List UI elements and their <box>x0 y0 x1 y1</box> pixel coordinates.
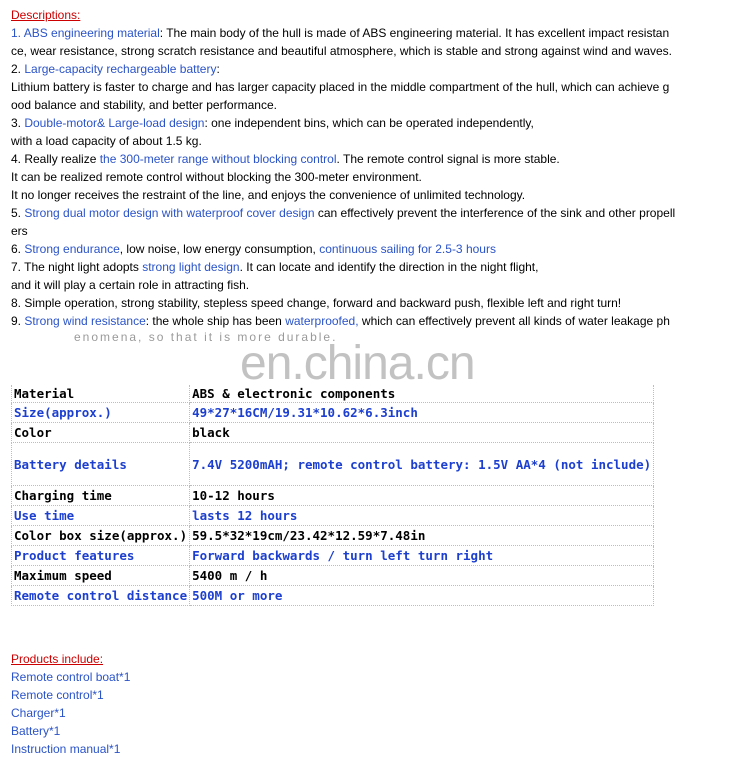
spec-key: Maximum speed <box>12 566 190 586</box>
desc-highlight: Strong wind resistance <box>24 314 146 328</box>
spec-row <box>12 506 654 526</box>
desc-highlight: Strong endurance <box>24 242 120 256</box>
desc-line-13 <box>11 240 736 258</box>
spec-row <box>12 546 654 566</box>
product-item: Battery*1 <box>11 724 61 738</box>
desc-text: . The remote control signal is more stable. <box>336 152 560 166</box>
spec-value: 5400 m / h <box>190 566 654 586</box>
desc-line-14 <box>11 258 736 276</box>
products-section <box>11 650 130 758</box>
desc-line-15: and it will play a certain role in attracting fish. <box>11 278 250 292</box>
product-item: Instruction manual*1 <box>11 742 121 756</box>
spec-row <box>12 443 654 486</box>
product-item: Charger*1 <box>11 706 66 720</box>
spec-key: Battery details <box>12 443 190 486</box>
spec-value: 7.4V 5200mAH; remote control battery: 1.5V AA*4 (not include) <box>190 443 654 486</box>
spec-row <box>12 586 654 606</box>
spec-value: lasts 12 hours <box>190 506 654 526</box>
faded-text: enomena, so that it is more durable. <box>74 330 338 344</box>
desc-text: : one independent bins, which can be operated independently, <box>204 116 534 130</box>
desc-text: can effectively prevent the interference of the sink and other propell <box>314 206 676 220</box>
desc-line-2: ce, wear resistance, strong scratch resistance and beautiful atmosphere, which is stable and strong against wind and waves. <box>11 44 673 58</box>
spec-value: ABS & electronic components <box>190 385 654 403</box>
spec-row <box>12 385 654 403</box>
spec-row <box>12 403 654 423</box>
descriptions-section <box>11 6 736 330</box>
spec-key: Use time <box>12 506 190 526</box>
desc-number: 3. <box>11 116 25 130</box>
desc-highlight: strong light design <box>142 260 240 274</box>
desc-number: 6. <box>11 242 25 256</box>
spec-key: Material <box>12 385 190 403</box>
desc-line-4: Lithium battery is faster to charge and has larger capacity placed in the middle compartment of the hull, which can achieve g <box>11 80 670 94</box>
desc-line-7: with a load capacity of about 1.5 kg. <box>11 134 202 148</box>
spec-key: Size(approx.) <box>12 403 190 423</box>
spec-value: black <box>190 423 654 443</box>
spec-row <box>12 486 654 506</box>
desc-highlight: waterproofed, <box>285 314 359 328</box>
spec-key: Remote control distance <box>12 586 190 606</box>
desc-number: 2. <box>11 62 25 76</box>
spec-key: Color <box>12 423 190 443</box>
desc-text: : the whole ship has been <box>145 314 286 328</box>
spec-row <box>12 423 654 443</box>
desc-line-6 <box>11 114 736 132</box>
desc-text: . It can locate and identify the direction in the night flight, <box>239 260 539 274</box>
desc-line-16: 8. Simple operation, strong stability, stepless speed change, forward and backward push, flexible left and right turn! <box>11 296 622 310</box>
product-item: Remote control*1 <box>11 688 104 702</box>
desc-line-3 <box>11 60 736 78</box>
desc-highlight: ABS engineering material <box>23 26 160 40</box>
desc-line-9: It can be realized remote control without blocking the 300-meter environment. <box>11 170 422 184</box>
desc-number: 1. <box>11 26 24 40</box>
desc-text: : <box>216 62 220 76</box>
descriptions-heading: Descriptions: <box>11 8 81 22</box>
desc-line-5: ood balance and stability, and better performance. <box>11 98 277 112</box>
spec-value: 500M or more <box>190 586 654 606</box>
desc-highlight: Double-motor& Large-load design <box>24 116 205 130</box>
desc-text: 4. Really realize <box>11 152 100 166</box>
spec-key: Charging time <box>12 486 190 506</box>
spec-table <box>11 385 654 606</box>
desc-text: : The main body of the hull is made of ABS engineering material. It has excellent impact resistan <box>159 26 670 40</box>
desc-highlight: Large-capacity rechargeable battery <box>24 62 217 76</box>
desc-line-10: It no longer receives the restraint of the line, and enjoys the convenience of unlimited technology. <box>11 188 526 202</box>
spec-row <box>12 566 654 586</box>
desc-text: , low noise, low energy consumption, <box>119 242 320 256</box>
spec-value: 59.5*32*19cm/23.42*12.59*7.48in <box>190 526 654 546</box>
product-item: Remote control boat*1 <box>11 670 131 684</box>
spec-key: Product features <box>12 546 190 566</box>
desc-text: which can effectively prevent all kinds of water leakage ph <box>358 314 670 328</box>
products-heading: Products include: <box>11 652 104 666</box>
watermark-logo: en.china.cn <box>240 337 475 390</box>
desc-number: 5. <box>11 206 25 220</box>
desc-text: 7. The night light adopts <box>11 260 143 274</box>
spec-key: Color box size(approx.) <box>12 526 190 546</box>
spec-value: 49*27*16CM/19.31*10.62*6.3inch <box>190 403 654 423</box>
desc-line-1 <box>11 24 736 42</box>
desc-line-17 <box>11 312 736 330</box>
desc-highlight: Strong dual motor design with waterproof cover design <box>24 206 315 220</box>
desc-number: 9. <box>11 314 25 328</box>
desc-highlight: continuous sailing for 2.5-3 hours <box>319 242 496 256</box>
desc-line-11 <box>11 204 736 222</box>
spec-value: Forward backwards / turn left turn right <box>190 546 654 566</box>
desc-highlight: the 300-meter range without blocking control <box>99 152 337 166</box>
desc-line-8 <box>11 150 736 168</box>
spec-value: 10-12 hours <box>190 486 654 506</box>
spec-row <box>12 526 654 546</box>
desc-line-12: ers <box>11 224 28 238</box>
